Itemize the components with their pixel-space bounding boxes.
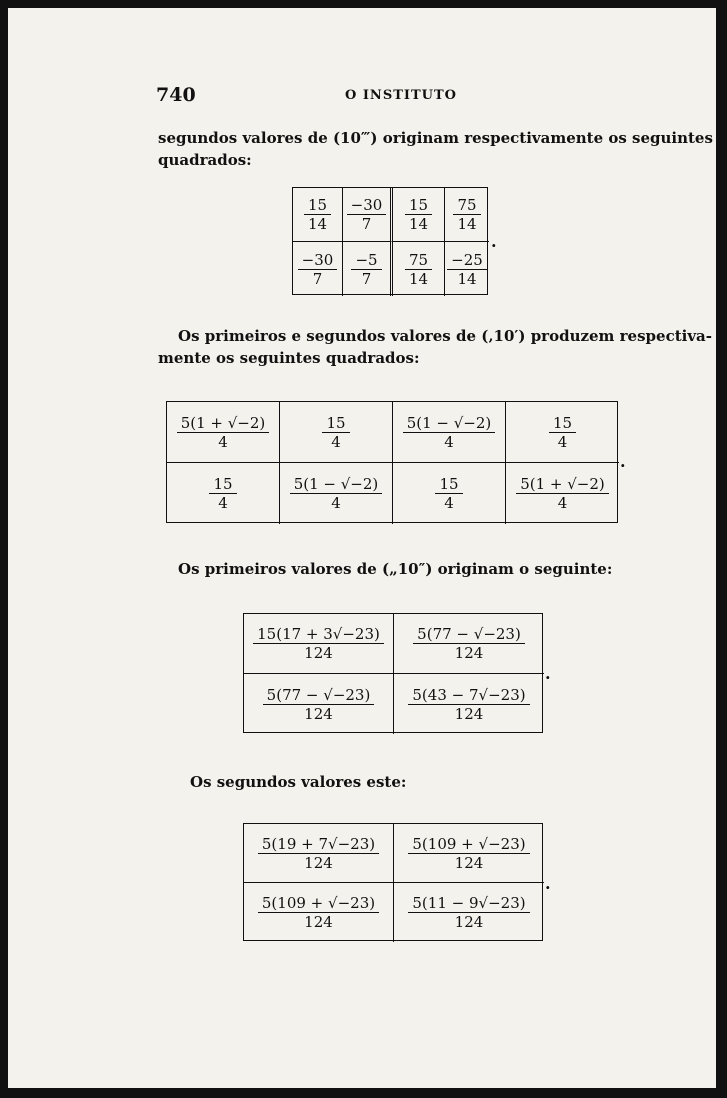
table-3-period: . [545,664,551,683]
numerator: 15 [322,414,349,433]
denominator: 124 [454,644,484,662]
page-number: 740 [156,84,196,106]
numerator: −5 [351,251,381,270]
fraction [403,414,496,451]
numerator: 15 [209,475,236,494]
numerator: 5(1 − √−2) [290,475,383,494]
numerator: 5(1 + √−2) [516,475,609,494]
quadrado-table-3 [243,613,543,733]
paragraph-2-line-2: mente os seguintes quadrados: [158,349,420,367]
fraction [408,894,529,931]
numerator: −25 [447,251,487,270]
fraction [516,475,609,512]
denominator: 14 [408,269,429,288]
fraction [413,625,525,662]
table1-cell [293,188,343,242]
denominator: 124 [304,853,333,872]
denominator: 124 [454,853,484,872]
quadrado-table-2 [166,401,618,523]
numerator: 5(109 + √−23) [408,835,529,854]
paragraph-2-line-1: Os primeiros e segundos valores de (‚10′) produzem respectiva- [178,327,712,345]
fraction [177,414,270,451]
numerator: 5(19 + 7√−23) [258,835,379,854]
denominator: 4 [331,494,341,512]
table3-cell [394,674,544,734]
table-1-period: . [491,232,497,251]
numerator: 15 [549,414,576,433]
table2-cell [506,463,619,524]
table3-cell [244,674,394,734]
table2-cell [167,402,280,463]
numerator: −30 [298,251,338,270]
table2-cell [506,402,619,463]
table2-cell [167,463,280,524]
fraction [298,251,338,288]
table4-cell [394,883,544,942]
quadrado-table-4 [243,823,543,941]
numerator: 15 [304,196,331,215]
denominator: 124 [304,704,333,723]
fraction [258,835,379,872]
numerator: 75 [405,251,432,270]
denominator: 4 [557,432,568,451]
table2-cell [393,402,506,463]
denominator: 124 [454,913,484,931]
fraction [549,414,576,451]
paragraph-1-line-1: segundos valores de (10‴) originam respectivamente os seguintes [158,129,713,147]
fraction [447,251,487,288]
table4-cell [394,824,544,883]
running-title: O INSTITUTO [345,88,457,103]
numerator: 5(77 − √−23) [263,686,375,705]
fraction [453,196,480,233]
denominator: 14 [457,215,477,233]
fraction [405,196,432,233]
table2-cell [280,402,393,463]
numerator: 5(1 − √−2) [403,414,496,433]
fraction [263,686,375,723]
denominator: 14 [408,215,429,233]
fraction [322,414,349,451]
fraction [408,835,529,872]
table-4-period: . [545,874,551,893]
denominator: 7 [312,269,323,288]
numerator: 5(77 − √−23) [413,625,525,644]
quadrado-table-1 [292,187,488,295]
denominator: 124 [304,644,333,662]
table1-cell [343,242,393,296]
fraction [351,251,381,288]
denominator: 4 [218,494,228,512]
denominator: 7 [361,269,372,288]
fraction [253,625,384,662]
table-2-period: . [620,452,626,471]
fraction [347,196,387,233]
numerator: 5(1 + √−2) [177,414,270,433]
denominator: 4 [331,432,341,451]
fraction [304,196,331,233]
denominator: 124 [304,913,333,931]
table3-cell [394,614,544,674]
numerator: 5(109 + √−23) [258,894,379,913]
table3-cell [244,614,394,674]
denominator: 4 [557,494,568,512]
fraction [258,894,379,931]
numerator: −30 [347,196,387,215]
table1-cell [343,188,393,242]
denominator: 14 [457,269,477,288]
table1-cell [293,242,343,296]
paragraph-3: Os primeiros valores de („10″) originam o seguinte: [178,560,613,578]
paragraph-4: Os segundos valores este: [190,773,407,791]
table1-cell [393,242,445,296]
fraction [405,251,432,288]
denominator: 4 [444,494,454,512]
fraction [209,475,236,512]
numerator: 5(43 − 7√−23) [408,686,529,705]
numerator: 5(11 − 9√−23) [408,894,529,913]
numerator: 75 [453,196,480,215]
fraction [435,475,462,512]
table1-cell [393,188,445,242]
table2-cell [280,463,393,524]
denominator: 4 [444,432,454,451]
fraction [290,475,383,512]
numerator: 15 [405,196,432,215]
table4-cell [244,824,394,883]
fraction [408,686,529,723]
table1-cell [445,188,489,242]
denominator: 124 [454,704,484,723]
numerator: 15 [435,475,462,494]
numerator: 15(17 + 3√−23) [253,625,384,644]
table2-cell [393,463,506,524]
denominator: 4 [218,432,228,451]
denominator: 14 [307,215,328,233]
table4-cell [244,883,394,942]
paragraph-1-line-2: quadrados: [158,151,252,169]
denominator: 7 [361,215,372,233]
table1-cell [445,242,489,296]
